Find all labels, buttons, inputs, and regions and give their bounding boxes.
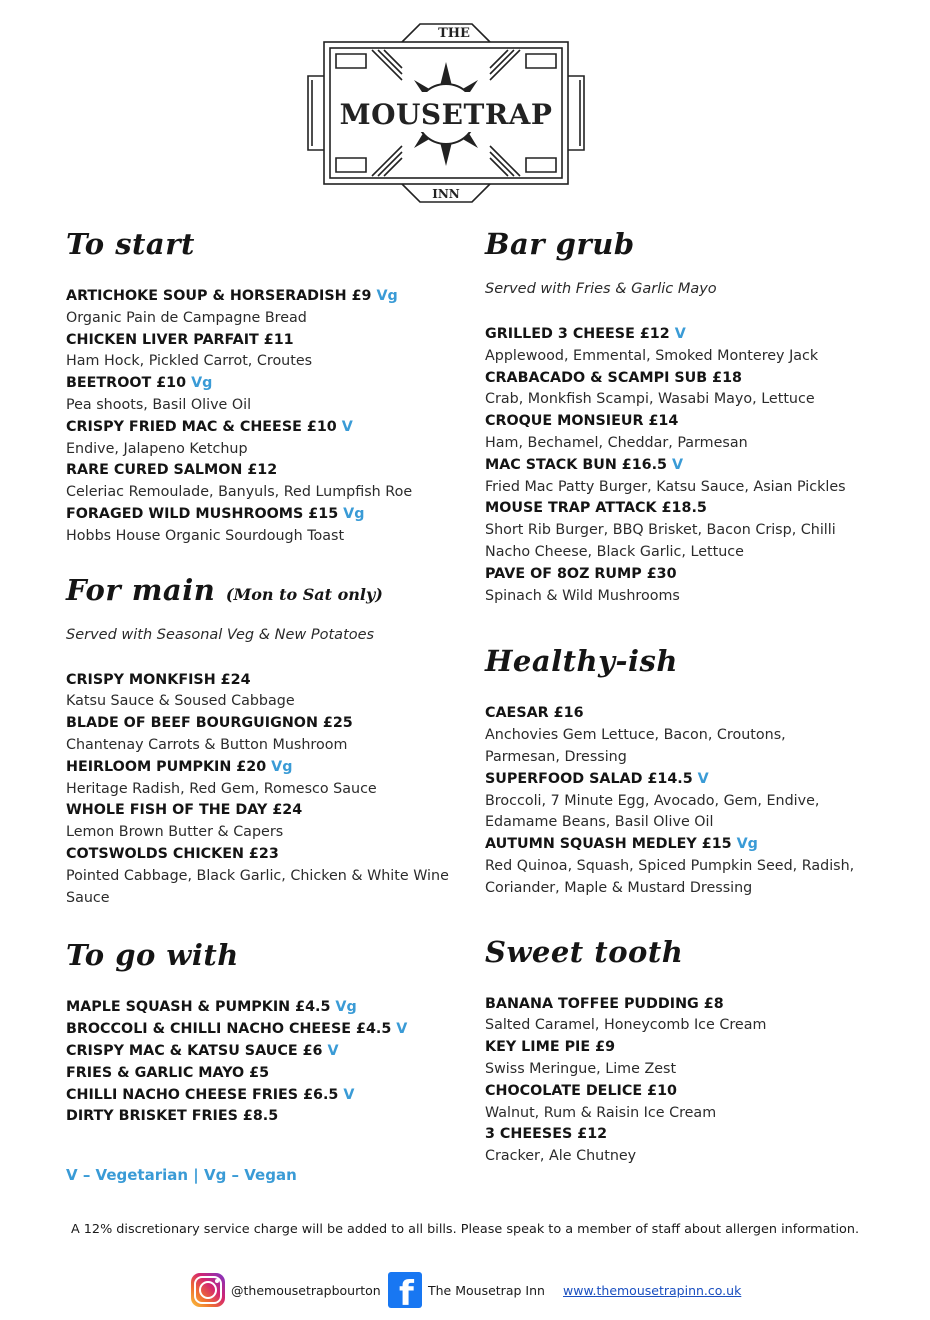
menu-item-title: CHICKEN LIVER PARFAIT £11	[66, 331, 294, 348]
menu-item-description: Celeriac Remoulade, Banyuls, Red Lumpfish Roe	[66, 484, 413, 501]
menu-item-title: FRIES & GARLIC MAYO £5	[66, 1064, 270, 1081]
menu-item-title: BEETROOT £10	[66, 375, 187, 392]
menu-section	[485, 930, 865, 1168]
menu-item-description: Ham Hock, Pickled Carrot, Croutes	[66, 353, 313, 370]
menu-item-title: SUPERFOOD SALAD £14.5	[485, 770, 693, 787]
menu-item-name	[66, 1085, 466, 1107]
menu-item-name	[66, 670, 466, 692]
section-heading	[485, 222, 865, 266]
menu-item-name	[66, 1106, 466, 1128]
menu-item-name	[66, 417, 466, 439]
menu-item-title: DIRTY BRISKET FRIES £8.5	[66, 1108, 279, 1125]
menu-item-description: Organic Pain de Campagne Bread	[66, 309, 307, 326]
menu-section	[66, 222, 466, 548]
menu-item-description: Katsu Sauce & Soused Cabbage	[66, 693, 295, 710]
section-subtitle: Served with Seasonal Veg & New Potatoes	[66, 626, 375, 643]
menu-item-name	[485, 1037, 865, 1059]
facebook-icon: f	[388, 1272, 422, 1308]
menu-item-description: Pointed Cabbage, Black Garlic, Chicken & White Wine Sauce	[66, 867, 449, 906]
menu-item-name	[485, 455, 865, 477]
dietary-tag: Vg	[736, 836, 758, 853]
menu-item-title: BANANA TOFFEE PUDDING £8	[485, 995, 724, 1012]
menu-item-title: CHOCOLATE DELICE £10	[485, 1082, 677, 1099]
menu-item-description: Heritage Radish, Red Gem, Romesco Sauce	[66, 780, 377, 797]
menu-item-description: Salted Caramel, Honeycomb Ice Cream	[485, 1017, 767, 1034]
menu-item-title: MAPLE SQUASH & PUMPKIN £4.5	[66, 999, 331, 1016]
section-heading	[66, 222, 466, 266]
logo-top-text: THE	[438, 26, 470, 41]
menu-item-title: RARE CURED SALMON £12	[66, 462, 278, 479]
menu-item-name	[485, 324, 865, 346]
menu-item-title: CRABACADO & SCAMPI SUB £18	[485, 369, 743, 386]
right-column	[485, 222, 865, 1168]
menu-item-description: Chantenay Carrots & Button Mushroom	[66, 736, 348, 753]
menu-item-title: BLADE OF BEEF BOURGUIGNON £25	[66, 715, 353, 732]
menu-item-description: Applewood, Emmental, Smoked Monterey Jack	[485, 347, 819, 364]
menu-item-title: GRILLED 3 CHEESE £12	[485, 326, 670, 342]
menu-item-description: Swiss Meringue, Lime Zest	[485, 1060, 677, 1077]
menu-items	[485, 994, 865, 1168]
menu-item-title: MOUSE TRAP ATTACK £18.5	[485, 500, 707, 517]
menu-item-title: CRISPY MONKFISH £24	[66, 671, 251, 688]
website-link[interactable]	[563, 1272, 741, 1308]
menu-item-name	[66, 844, 466, 866]
section-heading	[485, 930, 865, 974]
menu-items	[66, 670, 466, 910]
dietary-tag: Vg	[376, 288, 398, 304]
section-subtitle: Served with Fries & Garlic Mayo	[485, 281, 717, 297]
menu-item-description: Short Rib Burger, BBQ Brisket, Bacon Crisp, Chilli Nacho Cheese, Black Garlic, Lettuce	[485, 522, 836, 560]
section-heading-text: To go with	[66, 938, 239, 973]
dietary-tag: V	[343, 1086, 355, 1103]
menu-item-name	[66, 1041, 466, 1063]
menu-item-title: ARTICHOKE SOUP & HORSERADISH £9	[66, 288, 372, 304]
menu-item-title: AUTUMN SQUASH MEDLEY £15	[485, 836, 732, 853]
dietary-tag: Vg	[343, 505, 365, 522]
section-heading-text: Healthy-ish	[485, 644, 678, 679]
section-heading-text: To start	[66, 227, 195, 261]
menu-item-name	[66, 504, 466, 526]
menu-item-name	[485, 564, 865, 586]
facebook-page[interactable]	[388, 1272, 545, 1308]
menu-item-name	[66, 757, 466, 779]
menu-item-name	[485, 411, 865, 433]
left-column	[66, 222, 466, 1128]
dietary-tag: V	[674, 326, 686, 342]
menu-item-description: Fried Mac Patty Burger, Katsu Sauce, Asian Pickles	[485, 478, 846, 495]
menu-item-title: CRISPY FRIED MAC & CHEESE £10	[66, 418, 337, 435]
menu-item-title: CHILLI NACHO CHEESE FRIES £6.5	[66, 1086, 339, 1103]
menu-item-name	[485, 368, 865, 390]
instagram-label: @themousetrapbourton	[231, 1282, 381, 1298]
menu-item-description: Broccoli, 7 Minute Egg, Avocado, Gem, Endive, Edamame Beans, Basil Olive Oil	[485, 792, 820, 831]
menu-item-name	[485, 1124, 865, 1146]
facebook-label: The Mousetrap Inn	[428, 1282, 545, 1298]
menu-item-title: COTSWOLDS CHICKEN £23	[66, 845, 279, 862]
menu-item-name	[66, 330, 466, 352]
menu-item-name	[66, 286, 466, 308]
menu-items	[66, 286, 466, 548]
menu-item-description: Anchovies Gem Lettuce, Bacon, Croutons, Parmesan, Dressing	[485, 727, 786, 765]
menu-item-description: Spinach & Wild Mushrooms	[485, 587, 680, 604]
menu-item-name	[66, 1019, 466, 1041]
dietary-tag: V	[697, 770, 709, 787]
menu-item-title: PAVE OF 8OZ RUMP £30	[485, 565, 677, 582]
instagram-icon	[191, 1273, 225, 1307]
menu-section	[66, 933, 466, 1128]
menu-item-description: Ham, Bechamel, Cheddar, Parmesan	[485, 434, 748, 451]
menu-item-description: Walnut, Rum & Raisin Ice Cream	[485, 1104, 717, 1121]
section-heading-note: (Mon to Sat only)	[225, 584, 383, 604]
menu-item-description: Endive, Jalapeno Ketchup	[66, 440, 248, 457]
menu-item-description: Cracker, Ale Chutney	[485, 1148, 637, 1165]
dietary-tag: V	[327, 1042, 339, 1059]
menu-item-description: Crab, Monkfish Scampi, Wasabi Mayo, Lettuce	[485, 391, 815, 408]
menu-item-name	[485, 769, 865, 791]
dietary-tag: Vg	[271, 758, 293, 775]
menu-item-title: BROCCOLI & CHILLI NACHO CHEESE £4.5	[66, 1021, 392, 1038]
menu-item-name	[66, 373, 466, 395]
menu-item-name	[485, 703, 865, 725]
menu-item-description: Red Quinoa, Squash, Spiced Pumpkin Seed, Radish, Coriander, Maple & Mustard Dressing	[485, 857, 855, 896]
menu-section	[485, 222, 865, 607]
menu-item-name	[66, 800, 466, 822]
menu-item-title: MAC STACK BUN £16.5	[485, 456, 667, 473]
menu-item-name	[66, 460, 466, 482]
menu-item-title: 3 CHEESES £12	[485, 1126, 608, 1143]
service-charge-note: A 12% discretionary service charge will be added to all bills. Please speak to a member of staff about allergen information.	[70, 1222, 860, 1237]
dietary-legend: V – Vegetarian | Vg – Vegan	[66, 1166, 297, 1184]
section-heading-text: Bar grub	[485, 227, 635, 261]
menu-item-title: CRISPY MAC & KATSU SAUCE £6	[66, 1042, 323, 1059]
dietary-tag: Vg	[335, 999, 357, 1016]
menu-item-title: CROQUE MONSIEUR £14	[485, 413, 679, 430]
menu-item-name	[66, 997, 466, 1019]
section-heading-text: For main	[66, 572, 216, 607]
menu-section	[66, 568, 466, 910]
dietary-tag: V	[671, 456, 684, 473]
section-heading	[485, 639, 865, 683]
menu-item-name	[66, 1063, 466, 1085]
section-heading	[66, 933, 466, 977]
menu-item-name	[485, 1081, 865, 1103]
menu-item-name	[485, 994, 865, 1016]
menu-item-title: HEIRLOOM PUMPKIN £20	[66, 758, 267, 775]
menu-item-name	[66, 713, 466, 735]
menu-item-description: Hobbs House Organic Sourdough Toast	[66, 527, 345, 544]
menu-items	[485, 324, 865, 607]
mousetrap-logo	[302, 20, 590, 206]
menu-item-description: Lemon Brown Butter & Capers	[66, 824, 284, 841]
menu-items	[485, 703, 865, 899]
website-url[interactable]: www.themousetrapinn.co.uk	[563, 1282, 742, 1298]
menu-item-title: WHOLE FISH OF THE DAY £24	[66, 802, 303, 819]
logo-bottom-text: INN	[432, 187, 460, 201]
menu-item-title: CAESAR £16	[485, 705, 584, 722]
instagram-handle[interactable]	[191, 1272, 381, 1308]
menu-section	[485, 639, 865, 899]
section-heading-text: Sweet tooth	[485, 934, 684, 969]
menu-item-description: Pea shoots, Basil Olive Oil	[66, 396, 252, 413]
menu-item-name	[485, 498, 865, 520]
section-heading	[66, 568, 466, 612]
dietary-tag: V	[341, 418, 353, 435]
menu-item-title: FORAGED WILD MUSHROOMS £15	[66, 505, 339, 522]
menu-item-title: KEY LIME PIE £9	[485, 1039, 616, 1056]
menu-items	[66, 997, 466, 1128]
dietary-tag: V	[396, 1021, 408, 1038]
menu-item-name	[485, 834, 865, 856]
logo-main-text: MOUSETRAP	[339, 98, 553, 131]
dietary-tag: Vg	[191, 375, 213, 392]
